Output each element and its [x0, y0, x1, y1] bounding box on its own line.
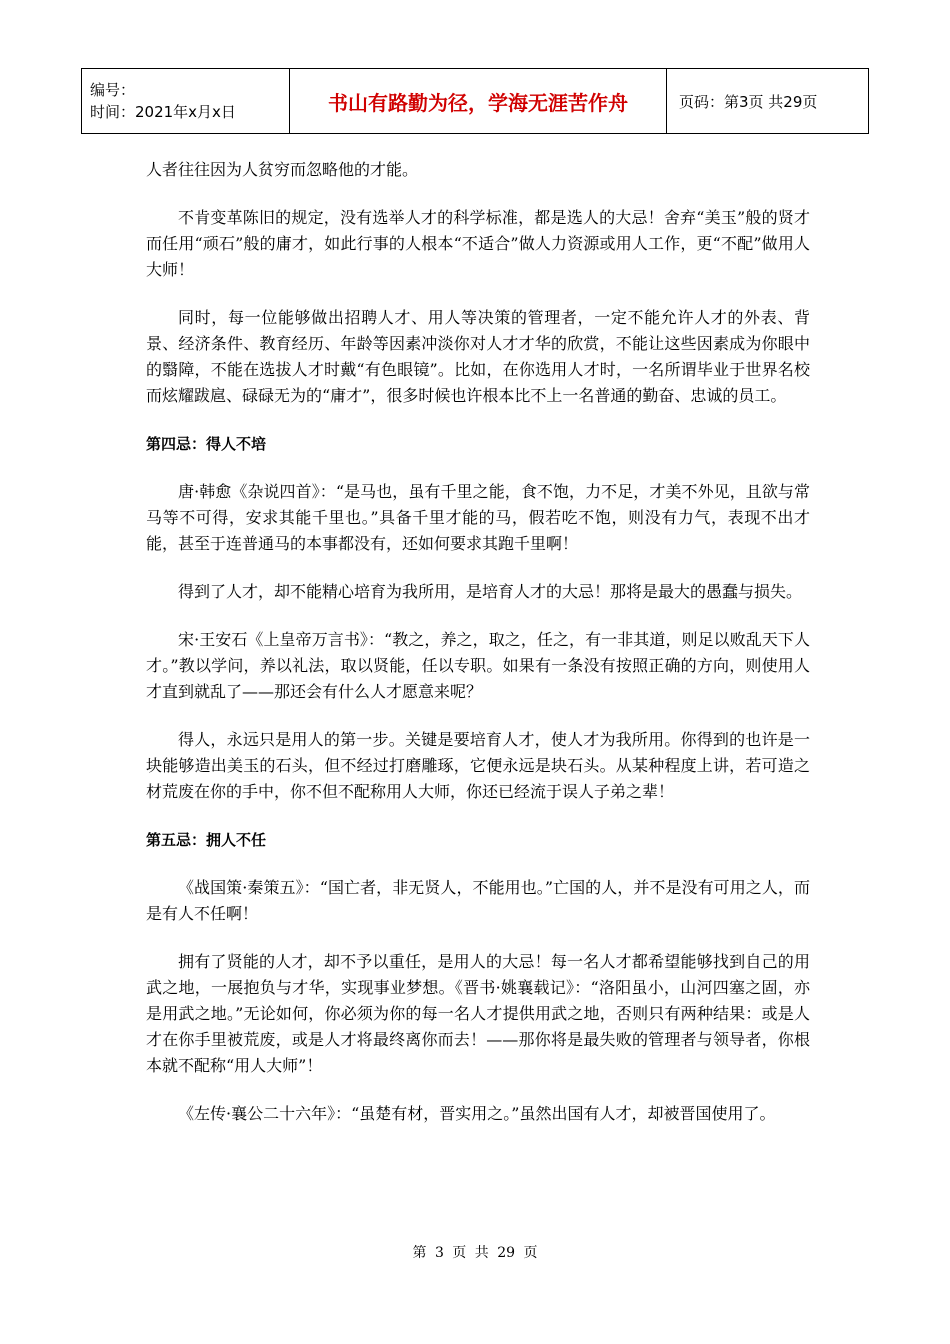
document-header — [81, 68, 869, 134]
paragraph: 不肯变革陈旧的规定，没有选举人才的科学标准，都是选人的大忌！舍弃“美玉”般的贤才而任用“顽石”般的庸才，如此行事的人根本“不适合”做人力资源或用人工作，更“不配”做用人大师！ — [146, 208, 810, 279]
document-body — [146, 157, 810, 1149]
paragraph: 拥有了贤能的人才，却不予以重任，是用人的大忌！每一名人才都希望能够找到自己的用武之地，一展抱负与才华，实现事业梦想。《晋书·姚襄载记》：“洛阳虽小，山河四塞之固，亦是用武之地。”无论如何，你必须为你的每一名人才提供用武之地，否则只有两种结果：或是人才在你手里被荒废，或是人才将最终离你而去！——那你将是最失败的管理者与领导者，你根本就不配称“用人大师”！ — [146, 952, 810, 1075]
page-footer: 第 3 页 共 29 页 — [412, 1245, 538, 1261]
motto: 书山有路勤为径，学海无涯苦作舟 — [290, 69, 667, 134]
paragraph: 唐·韩愈《杂说四首》：“是马也，虽有千里之能，食不饱，力不足，才美不外见，且欲与常马等不可得，安求其能千里也。”具备千里才能的马，假若吃不饱，则没有力气，表现不出才能，甚至于连普通马的本事都没有，还如何要求其跑千里啊！ — [146, 482, 810, 553]
section-heading: 第四忌：得人不培 — [146, 435, 267, 453]
time-label: 时间：2021年x月x日 — [90, 103, 236, 121]
paragraph: 《战国策·秦策五》：“国亡者，非无贤人，不能用也。”亡国的人，并不是没有可用之人，而是有人不任啊！ — [146, 878, 810, 923]
paragraph: 得人，永远只是用人的第一步。关键是要培育人才，使人才为我所用。你得到的也许是一块能够造出美玉的石头，但不经过打磨雕琢，它便永远是块石头。从某种程度上讲，若可造之材荒废在你的手中，你不但不配称用人大师，你还已经流于误人子弟之辈！ — [146, 730, 810, 801]
paragraph: 宋·王安石《上皇帝万言书》：“教之，养之，取之，任之，有一非其道，则足以败乱天下人才。”教以学问，养以礼法，取以贤能，任以专职。如果有一条没有按照正确的方向，则使用人才直到就乱了——那还会有什么人才愿意来呢？ — [146, 630, 810, 701]
paragraph: 人者往往因为人贫穷而忽略他的才能。 — [146, 160, 419, 179]
header-meta — [82, 69, 290, 134]
page-label: 页码：第3页 共29页 — [667, 69, 869, 134]
paragraph: 《左传·襄公二十六年》：“虽楚有材，晋实用之。”虽然出国有人才，却被晋国使用了。 — [178, 1104, 776, 1123]
paragraph: 同时，每一位能够做出招聘人才、用人等决策的管理者，一定不能允许人才的外表、背景、经济条件、教育经历、年龄等因素冲淡你对人才才华的欣赏，不能让这些因素成为你眼中的翳障，不能在选拔人才时戴“有色眼镜”。比如，在你选用人才时，一名所谓毕业于世界名校而炫耀跋扈、碌碌无为的“庸才”，很多时候也许根本比不上一名普通的勤奋、忠诚的员工。 — [146, 308, 810, 405]
section-heading: 第五忌：拥人不任 — [146, 831, 267, 849]
number-label: 编号： — [90, 81, 136, 99]
paragraph: 得到了人才，却不能精心培育为我所用，是培育人才的大忌！那将是最大的愚蠢与损失。 — [178, 582, 803, 601]
